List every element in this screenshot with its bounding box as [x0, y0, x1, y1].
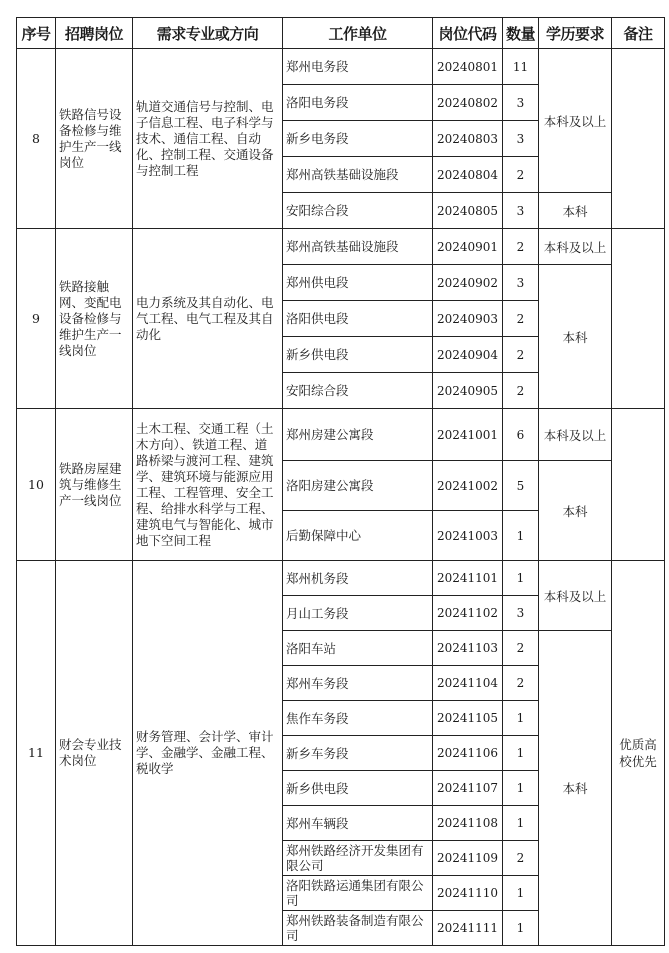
quantity-cell: 1	[503, 806, 539, 841]
quantity-cell: 3	[503, 265, 539, 301]
quantity-cell: 3	[503, 85, 539, 121]
education-cell: 本科及以上	[539, 229, 612, 265]
quantity-cell: 1	[503, 736, 539, 771]
table-header	[17, 18, 665, 49]
unit-cell: 郑州铁路经济开发集团有限公司	[283, 841, 433, 876]
unit-cell: 月山工务段	[283, 596, 433, 631]
majors-cell: 电力系统及其自动化、电气工程、电气工程及其自动化	[133, 229, 283, 409]
unit-cell: 郑州供电段	[283, 265, 433, 301]
code-cell: 20240902	[433, 265, 503, 301]
unit-cell: 新乡供电段	[283, 337, 433, 373]
note-cell: 优质高校优先	[612, 561, 665, 946]
quantity-cell: 3	[503, 193, 539, 229]
code-cell: 20241108	[433, 806, 503, 841]
education-cell: 本科及以上	[539, 49, 612, 193]
header-code: 岗位代码	[433, 18, 503, 49]
table-row	[17, 229, 665, 265]
header-row	[17, 18, 665, 49]
header-seq: 序号	[17, 18, 56, 49]
note-cell	[612, 229, 665, 409]
quantity-cell: 2	[503, 841, 539, 876]
code-cell: 20241102	[433, 596, 503, 631]
position-cell: 铁路信号设备检修与维护生产一线岗位	[56, 49, 133, 229]
code-cell: 20241104	[433, 666, 503, 701]
code-cell: 20241002	[433, 461, 503, 511]
code-cell: 20241003	[433, 511, 503, 561]
header-position: 招聘岗位	[56, 18, 133, 49]
quantity-cell: 2	[503, 631, 539, 666]
unit-cell: 郑州高铁基础设施段	[283, 229, 433, 265]
position-cell: 财会专业技术岗位	[56, 561, 133, 946]
code-cell: 20241001	[433, 409, 503, 461]
table-row	[17, 49, 665, 85]
header-unit: 工作单位	[283, 18, 433, 49]
unit-cell: 郑州电务段	[283, 49, 433, 85]
code-cell: 20240901	[433, 229, 503, 265]
position-cell: 铁路接触网、变配电设备检修与维护生产一线岗位	[56, 229, 133, 409]
quantity-cell: 1	[503, 876, 539, 911]
quantity-cell: 1	[503, 911, 539, 946]
code-cell: 20240801	[433, 49, 503, 85]
code-cell: 20240904	[433, 337, 503, 373]
seq-cell: 9	[17, 229, 56, 409]
education-cell: 本科及以上	[539, 409, 612, 461]
quantity-cell: 2	[503, 301, 539, 337]
code-cell: 20240804	[433, 157, 503, 193]
quantity-cell: 6	[503, 409, 539, 461]
note-cell	[612, 409, 665, 561]
code-cell: 20240805	[433, 193, 503, 229]
unit-cell: 郑州车辆段	[283, 806, 433, 841]
quantity-cell: 5	[503, 461, 539, 511]
table-row	[17, 409, 665, 461]
quantity-cell: 11	[503, 49, 539, 85]
unit-cell: 洛阳房建公寓段	[283, 461, 433, 511]
unit-cell: 新乡车务段	[283, 736, 433, 771]
unit-cell: 新乡电务段	[283, 121, 433, 157]
code-cell: 20241101	[433, 561, 503, 596]
quantity-cell: 2	[503, 373, 539, 409]
unit-cell: 安阳综合段	[283, 193, 433, 229]
code-cell: 20241111	[433, 911, 503, 946]
quantity-cell: 2	[503, 337, 539, 373]
seq-cell: 10	[17, 409, 56, 561]
code-cell: 20241109	[433, 841, 503, 876]
code-cell: 20241106	[433, 736, 503, 771]
unit-cell: 郑州房建公寓段	[283, 409, 433, 461]
unit-cell: 洛阳铁路运通集团有限公司	[283, 876, 433, 911]
table-body	[17, 49, 665, 946]
unit-cell: 安阳综合段	[283, 373, 433, 409]
code-cell: 20241107	[433, 771, 503, 806]
code-cell: 20240803	[433, 121, 503, 157]
code-cell: 20240905	[433, 373, 503, 409]
position-cell: 铁路房屋建筑与维修生产一线岗位	[56, 409, 133, 561]
quantity-cell: 1	[503, 701, 539, 736]
header-majors: 需求专业或方向	[133, 18, 283, 49]
unit-cell: 后勤保障中心	[283, 511, 433, 561]
quantity-cell: 1	[503, 561, 539, 596]
code-cell: 20240802	[433, 85, 503, 121]
majors-cell: 轨道交通信号与控制、电子信息工程、电子科学与技术、通信工程、自动化、控制工程、交通设备与控制工程	[133, 49, 283, 229]
code-cell: 20241110	[433, 876, 503, 911]
quantity-cell: 2	[503, 666, 539, 701]
unit-cell: 洛阳电务段	[283, 85, 433, 121]
education-cell: 本科	[539, 631, 612, 946]
unit-cell: 焦作车务段	[283, 701, 433, 736]
seq-cell: 11	[17, 561, 56, 946]
header-quantity: 数量	[503, 18, 539, 49]
majors-cell: 土木工程、交通工程（土木方向）、铁道工程、道路桥梁与渡河工程、建筑学、建筑环境与能源应用工程、工程管理、安全工程、给排水科学与工程、建筑电气与智能化、城市地下空间工程	[133, 409, 283, 561]
unit-cell: 郑州铁路装备制造有限公司	[283, 911, 433, 946]
quantity-cell: 1	[503, 511, 539, 561]
education-cell: 本科及以上	[539, 561, 612, 631]
quantity-cell: 3	[503, 121, 539, 157]
code-cell: 20241105	[433, 701, 503, 736]
note-cell	[612, 49, 665, 229]
header-education: 学历要求	[539, 18, 612, 49]
quantity-cell: 2	[503, 229, 539, 265]
table-row	[17, 561, 665, 596]
code-cell: 20240903	[433, 301, 503, 337]
education-cell: 本科	[539, 265, 612, 409]
unit-cell: 洛阳供电段	[283, 301, 433, 337]
unit-cell: 郑州车务段	[283, 666, 433, 701]
unit-cell: 洛阳车站	[283, 631, 433, 666]
quantity-cell: 1	[503, 771, 539, 806]
majors-cell: 财务管理、会计学、审计学、金融学、金融工程、税收学	[133, 561, 283, 946]
education-cell: 本科	[539, 193, 612, 229]
unit-cell: 郑州高铁基础设施段	[283, 157, 433, 193]
unit-cell: 郑州机务段	[283, 561, 433, 596]
unit-cell: 新乡供电段	[283, 771, 433, 806]
recruitment-table	[16, 17, 665, 946]
quantity-cell: 2	[503, 157, 539, 193]
quantity-cell: 3	[503, 596, 539, 631]
seq-cell: 8	[17, 49, 56, 229]
code-cell: 20241103	[433, 631, 503, 666]
education-cell: 本科	[539, 461, 612, 561]
header-note: 备注	[612, 18, 665, 49]
